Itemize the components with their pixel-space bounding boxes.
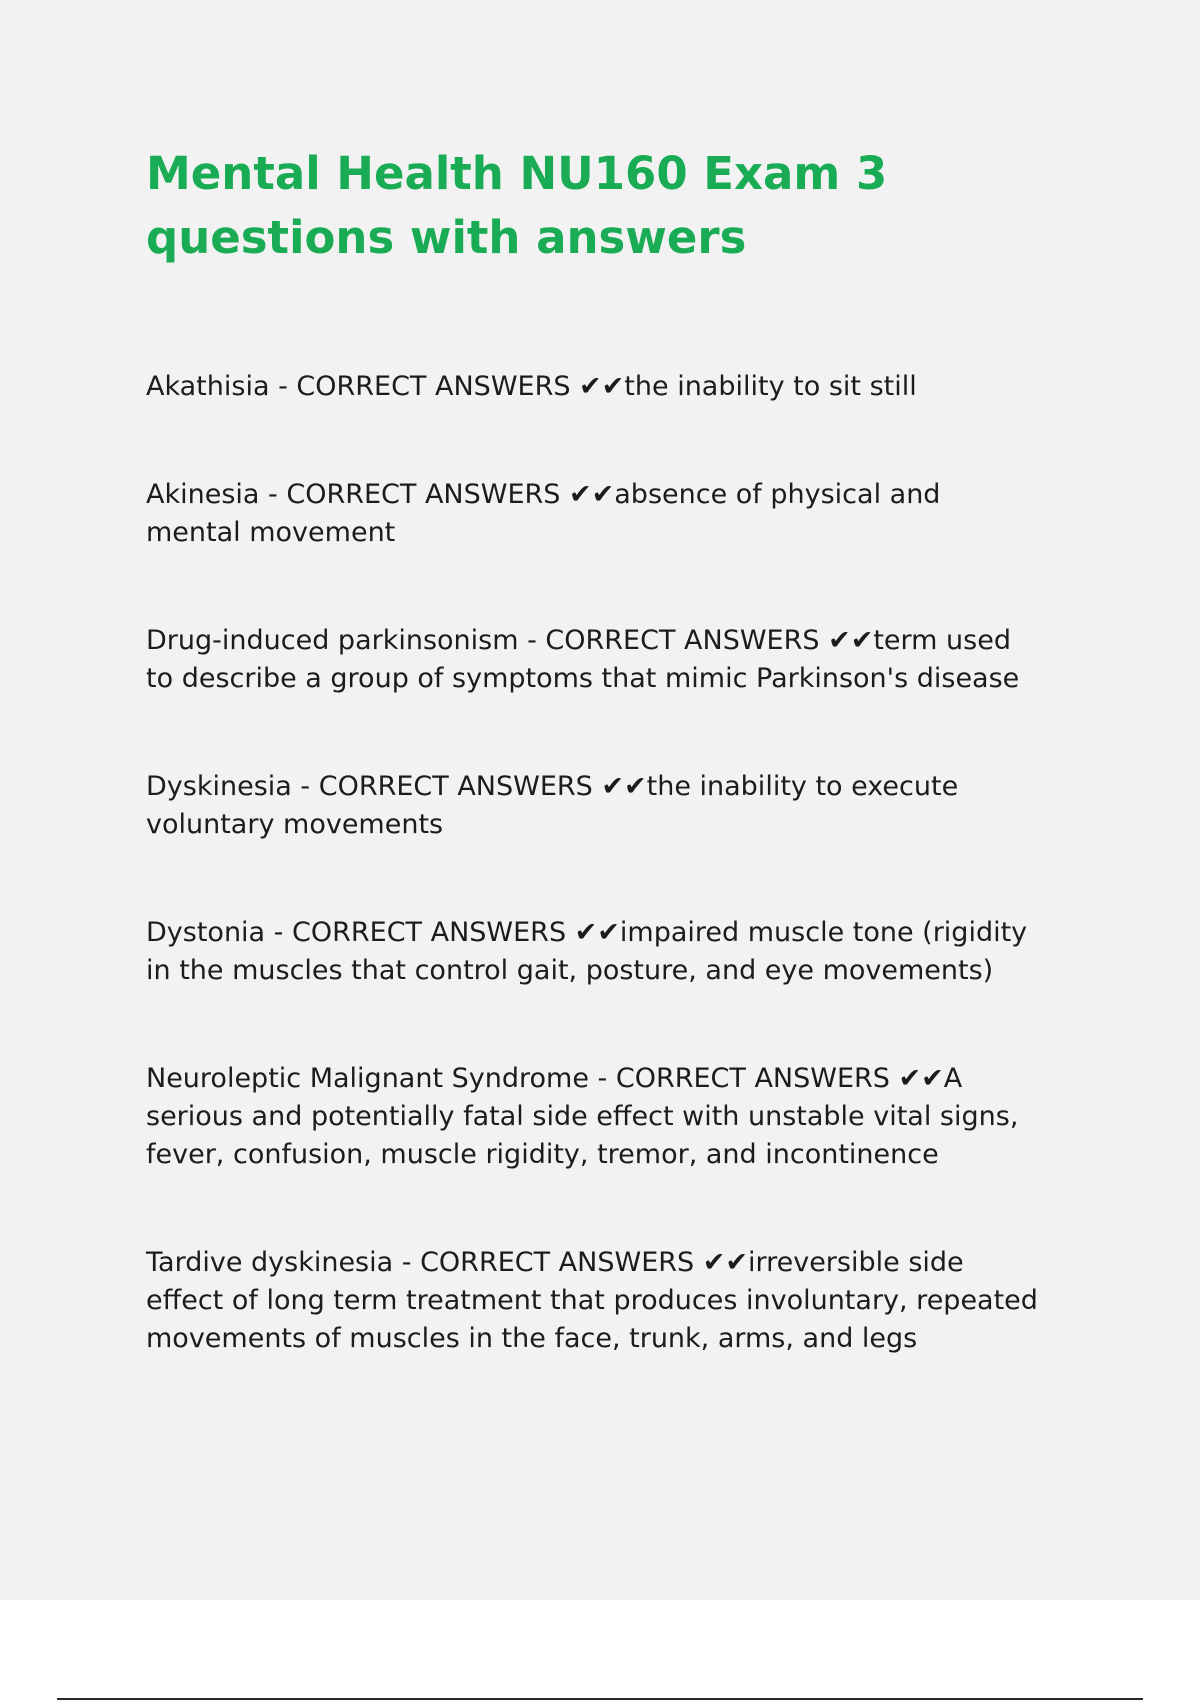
answer-list [146,368,1106,1358]
answer-item-tardive-dyskinesia: Tardive dyskinesia - CORRECT ANSWERS ✔✔irreversible side effect of long term treatment that produces involuntary, repeated movements of muscles in the face, trunk, arms, and legs [146,1247,1038,1354]
document-title: Mental Health NU160 Exam 3 questions with answers [146,147,888,264]
answer-item-neuroleptic-malignant-syndrome: Neuroleptic Malignant Syndrome - CORRECT ANSWERS ✔✔A serious and potentially fatal side effect with unstable vital signs, fever, confusion, muscle rigidity, tremor, and incontinence [146,1063,1019,1170]
answer-item-dystonia: Dystonia - CORRECT ANSWERS ✔✔impaired muscle tone (rigidity in the muscles that control gait, posture, and eye movements) [146,917,1028,986]
answer-item-drug-induced-parkinsonism: Drug-induced parkinsonism - CORRECT ANSWERS ✔✔term used to describe a group of symptoms that mimic Parkinson's disease [146,625,1020,694]
answer-item-akinesia: Akinesia - CORRECT ANSWERS ✔✔absence of physical and mental movement [146,479,941,548]
answer-item-akathisia: Akathisia - CORRECT ANSWERS ✔✔the inability to sit still [146,371,917,402]
answer-item-dyskinesia: Dyskinesia - CORRECT ANSWERS ✔✔the inability to execute voluntary movements [146,771,959,840]
